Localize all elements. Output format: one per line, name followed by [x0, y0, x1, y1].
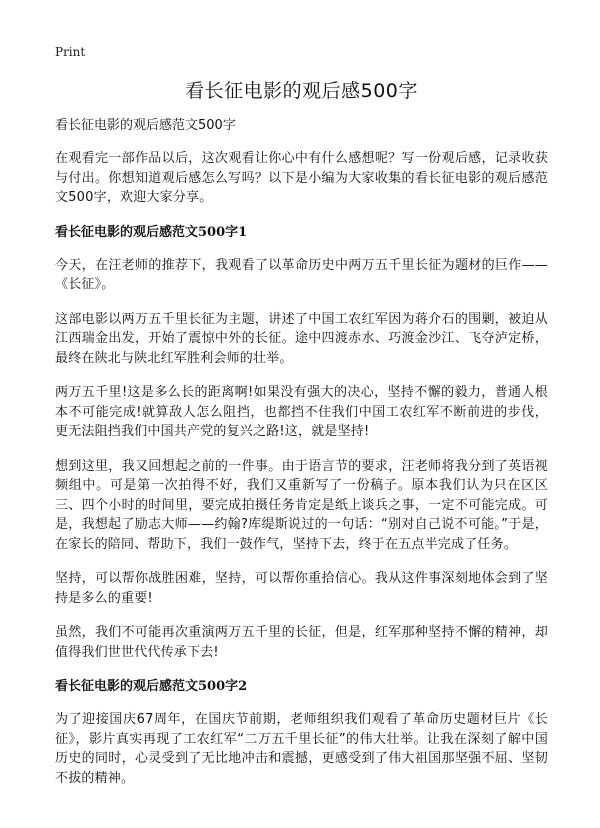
section-paragraph: 虽然，我们不可能再次重演两万五千里的长征，但是，红军那种坚持不懈的精神，却值得我们世世代代传承下去!: [55, 625, 548, 660]
section-heading: 看长征电影的观后感范文500字2: [55, 679, 248, 694]
section-heading: 看长征电影的观后感范文500字1: [55, 224, 248, 240]
document-subtitle: 看长征电影的观后感范文500字: [55, 118, 236, 133]
section-paragraph: 这部电影以两万五千里长征为主题，讲述了中国工农红军因为蒋介石的围剿，被迫从江西瑞金出发，开始了震惊中外的长征。途中四渡赤水、巧渡金沙江、飞夺泸定桥，最终在陕北与陕北红军胜利会师的壮举。: [55, 311, 548, 366]
section-paragraph: 为了迎接国庆67周年，在国庆节前期，老师组织我们观看了革命历史题材巨片《长征》，影片真实再现了工农红军“二万五千里长征”的伟大壮举。让我在深刻了解中国历史的同时，心灵受到了无比地冲击和震撼，更感受到了伟大祖国那坚强不屈、坚韧不拔的精神。: [55, 712, 548, 786]
intro-paragraph: 在观看完一部作品以后，这次观看让你心中有什么感想呢？写一份观后感，记录收获与付出。你想知道观后感怎么写吗？以下是小编为大家收集的看长征电影的观后感范文500字，欢迎大家分享。: [55, 151, 548, 205]
document-title: 看长征电影的观后感500字: [185, 80, 418, 102]
section-paragraph: 今天，在汪老师的推荐下，我观看了以革命历史中两万五千里长征为题材的巨作——《长征》。: [55, 257, 548, 292]
section-paragraph: 坚持，可以帮你战胜困难，坚持，可以帮你重拾信心。我从这件事深刻地体会到了坚持是多么的重要!: [55, 571, 548, 606]
section-paragraph: 两万五千里!这是多么长的距离啊!如果没有强大的决心，坚持不懈的毅力，普通人根本不可能完成!就算敌人怎么阻挡，也都挡不住我们中国工农红军不断前进的步伐，更无法阻挡我们中国共产党的复兴之路!这，就是坚持!: [55, 385, 548, 439]
print-label[interactable]: Print: [55, 45, 86, 59]
section-1: [55, 223, 548, 663]
section-paragraph: 想到这里，我又回想起之前的一件事。由于语言节的要求，汪老师将我分到了英语视频组中。可是第一次拍得不好，我们又重新写了一份稿子。原本我们认为只在区区三、四个小时的时间里，要完成拍摄任务肯定是纸上谈兵之事，一定不可能完成。可是，我想起了励志大师——约翰?库缇斯说过的一句话：“别对自己说不可能。”于是，在家长的陪同、帮助下，我们一鼓作气，坚持下去，终于在五点半完成了任务。: [55, 458, 548, 552]
section-2: [55, 677, 548, 788]
